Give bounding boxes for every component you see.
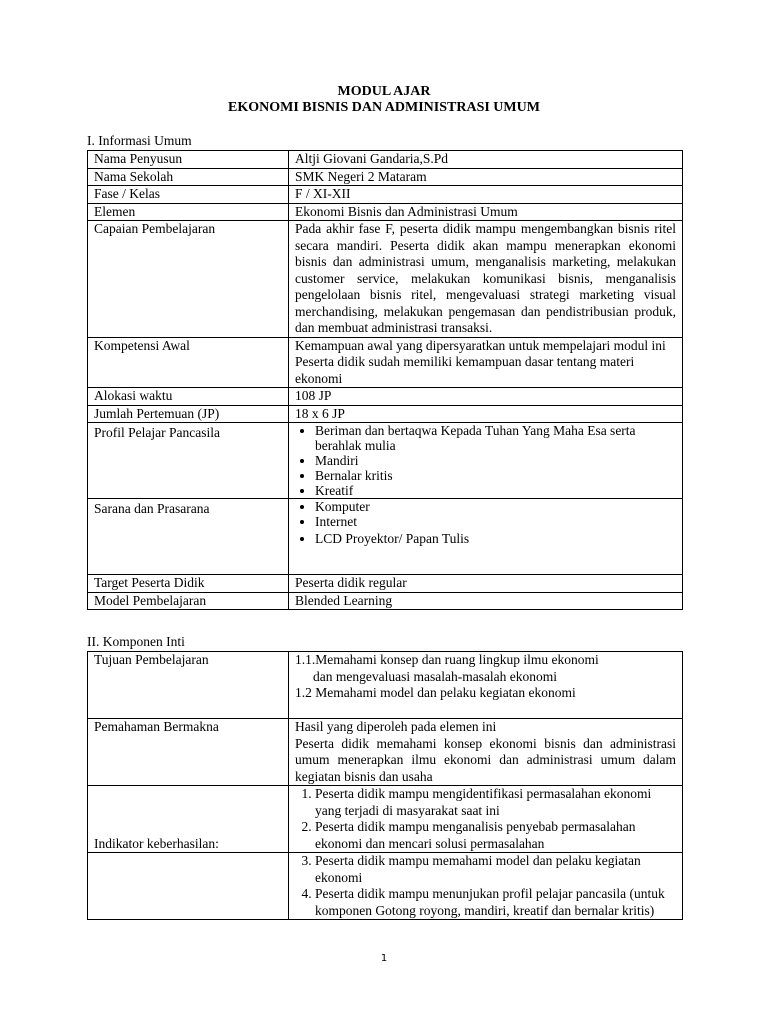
table-row [88, 853, 683, 920]
table-row [88, 186, 683, 204]
indikator-list-cell [289, 853, 683, 920]
table-row [88, 337, 683, 388]
list-item: 3. Peserta didik mampu memahami model dan pelaku kegiatan ekonomi [315, 853, 676, 886]
row-value: F / XI-XII [289, 186, 683, 204]
row-value: 18 x 6 JP [289, 405, 683, 423]
list-item: • Beriman dan bertaqwa Kepada Tuhan Yang Maha Esa serta berahlak mulia [315, 423, 676, 453]
table-row [88, 405, 683, 423]
row-label: Tujuan Pembelajaran [88, 652, 289, 719]
tujuan-line: dan mengevaluasi masalah-masalah ekonomi [313, 668, 558, 684]
capaian-pembelajaran-text: Pada akhir fase F, peserta didik mampu mengembangkan bisnis ritel secara mandiri. Peserta didik akan mampu menerapkan ekonomi bisnis dan administrasi umum, menganalisis marketing, melakukan customer service, melakukan komunikasi bisnis, menganalisis pengelolaan bisnis ritel, mengevaluasi strategi marketing visual merchandising, melakukan pengemasan dan pendistribusian produk, dan membuat administrasi transaksi. [289, 221, 683, 338]
row-label: Target Peserta Didik [88, 575, 289, 593]
sarana-prasarana-list [295, 499, 676, 546]
tujuan-line: 1.1.Memahami konsep dan ruang lingkup ilmu ekonomi [295, 652, 599, 667]
pemahaman-bermakna-cell [289, 719, 683, 786]
row-value: 108 JP [289, 388, 683, 406]
indikator-list [295, 853, 676, 919]
row-value: Altji Giovani Gandaria,S.Pd [289, 151, 683, 169]
profil-pelajar-list-cell [289, 423, 683, 499]
profil-pelajar-list [295, 423, 676, 498]
table-row [88, 168, 683, 186]
row-value: Peserta didik regular [289, 575, 683, 593]
list-item: • Mandiri [315, 453, 676, 468]
table-row [88, 388, 683, 406]
list-item: • LCD Proyektor/ Papan Tulis [315, 531, 676, 546]
row-value: SMK Negeri 2 Mataram [289, 168, 683, 186]
row-label: Profil Pelajar Pancasila [88, 423, 289, 499]
page-number: 1 [380, 953, 388, 964]
row-label: Pemahaman Bermakna [88, 719, 289, 786]
row-label-empty [88, 853, 289, 920]
section-komponen-inti-label: II. Komponen Inti [87, 634, 185, 649]
list-item: • Komputer [315, 499, 676, 514]
row-label: Capaian Pembelajaran [88, 221, 289, 338]
row-label: Nama Penyusun [88, 151, 289, 169]
table-row [88, 719, 683, 786]
row-label: Jumlah Pertemuan (JP) [88, 405, 289, 423]
table-row [88, 151, 683, 169]
table-row [88, 575, 683, 593]
document-title: MODUL AJAR [337, 84, 431, 99]
list-item: 2. Peserta didik mampu menganalisis penyebab permasalahan ekonomi dan mencari solusi permasalahan [315, 819, 676, 852]
table-row [88, 592, 683, 610]
row-label: Elemen [88, 203, 289, 221]
tujuan-pembelajaran-cell [289, 652, 683, 719]
list-item: 1. Peserta didik mampu mengidentifikasi permasalahan ekonomi yang terjadi di masyarakat saat ini [315, 786, 676, 819]
table-row [88, 221, 683, 338]
row-value: Ekonomi Bisnis dan Administrasi Umum [289, 203, 683, 221]
pemahaman-line: Hasil yang diperoleh pada elemen ini [295, 719, 497, 734]
list-item: • Internet [315, 514, 676, 529]
table-row [88, 423, 683, 499]
row-value: Blended Learning [289, 592, 683, 610]
section-informasi-umum-label: I. Informasi Umum [87, 133, 192, 148]
row-label: Model Pembelajaran [88, 592, 289, 610]
row-label: Kompetensi Awal [88, 337, 289, 388]
komponen-inti-table [87, 651, 683, 920]
row-label: Alokasi waktu [88, 388, 289, 406]
list-item: • Bernalar kritis [315, 468, 676, 483]
indikator-list [295, 786, 676, 852]
row-label: Nama Sekolah [88, 168, 289, 186]
table-row [88, 786, 683, 853]
sarana-prasarana-list-cell [289, 499, 683, 575]
table-row [88, 652, 683, 719]
list-item: 4. Peserta didik mampu menunjukan profil pelajar pancasila (untuk komponen Gotong royong, mandiri, kreatif dan bernalar kritis) [315, 886, 676, 919]
informasi-umum-table [87, 150, 683, 610]
indikator-list-cell [289, 786, 683, 853]
table-row [88, 499, 683, 575]
document-subtitle: EKONOMI BISNIS DAN ADMINISTRASI UMUM [228, 100, 540, 115]
row-label: Fase / Kelas [88, 186, 289, 204]
table-row [88, 203, 683, 221]
row-label: Indikator keberhasilan: [88, 786, 289, 853]
tujuan-line: 1.2 Memahami model dan pelaku kegiatan ekonomi [295, 685, 576, 700]
pemahaman-text: Peserta didik memahami konsep ekonomi bisnis dan administrasi umum menerapkan ilmu ekonomi dan administrasi umum dalam kegiatan bisnis dan usaha [295, 735, 676, 784]
list-item: • Kreatif [315, 483, 676, 498]
kompetensi-awal-text: Kemampuan awal yang dipersyaratkan untuk mempelajari modul ini Peserta didik sudah memiliki kemampuan dasar tentang materi ekonomi [289, 337, 683, 388]
row-label: Sarana dan Prasarana [88, 499, 289, 575]
